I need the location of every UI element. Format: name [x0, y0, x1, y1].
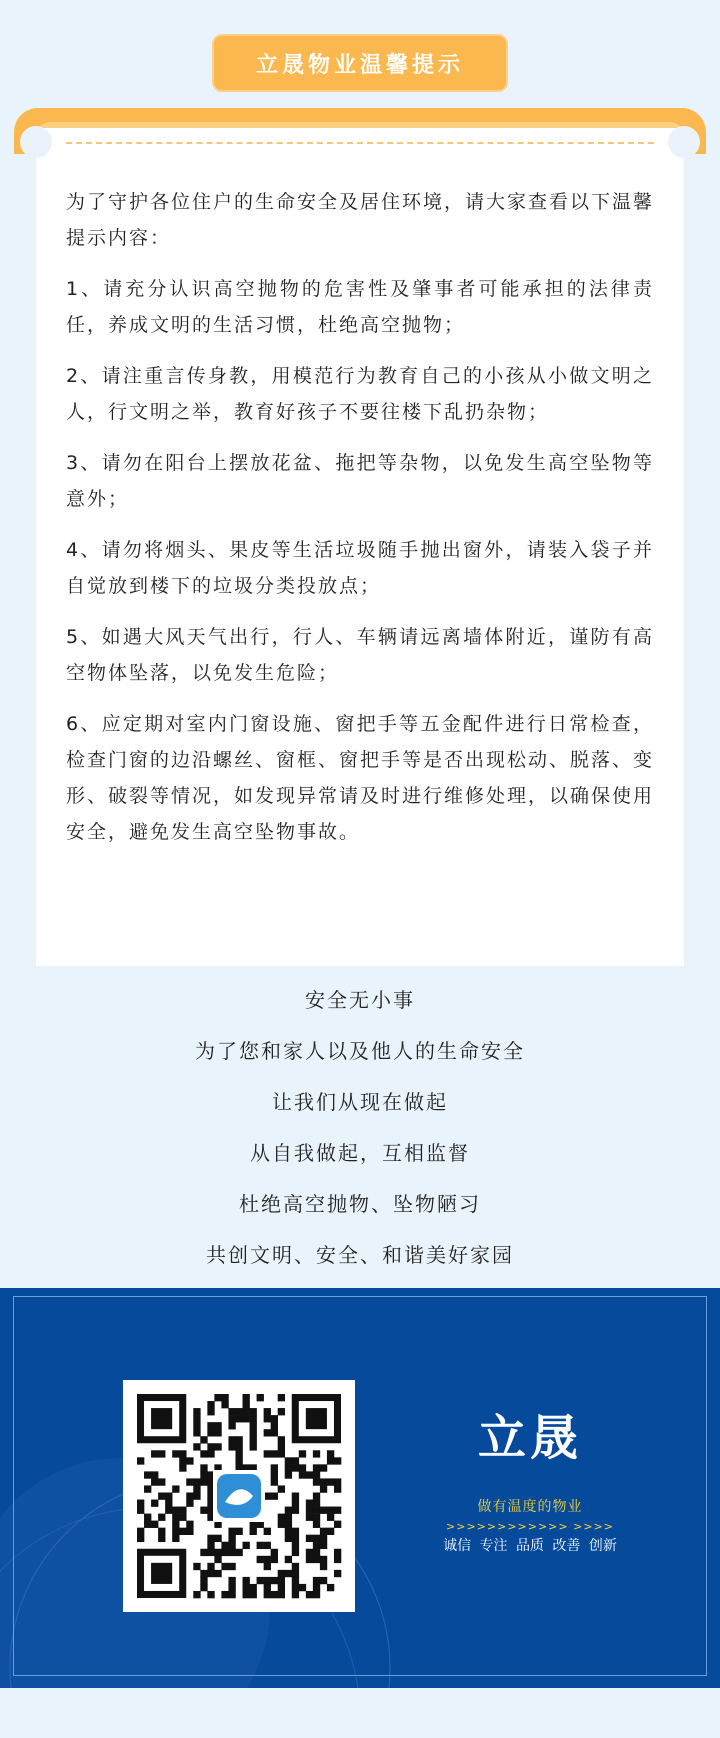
notice-item: 1、请充分认识高空抛物的危害性及肇事者可能承担的法律责任，养成文明的生活习惯，杜绝高空抛物；	[66, 278, 654, 336]
slogan-line: 为了您和家人以及他人的生命安全	[195, 1039, 525, 1063]
scroll-knob-right	[668, 126, 700, 158]
notice-item: 5、如遇大风天气出行，行人、车辆请远离墙体附近，谨防有高空物体坠落，以免发生危险；	[66, 626, 654, 684]
notice-card	[36, 128, 684, 966]
qr-code-graphic	[123, 1380, 355, 1612]
qr-code-icon[interactable]	[123, 1380, 355, 1612]
brand-name: 立晟	[477, 1410, 582, 1466]
brand-block	[440, 1406, 620, 1555]
slogan-line: 让我们从现在做起	[272, 1090, 448, 1114]
slogan-list	[0, 980, 720, 1286]
footer-banner	[0, 1288, 720, 1688]
brand-arrows: >>>>>>>>>>>> >>>>	[446, 1520, 614, 1533]
page-title-text: 立晟物业温馨提示	[255, 52, 464, 78]
slogan-line: 从自我做起，互相监督	[250, 1141, 470, 1165]
notice-item: 3、请勿在阳台上摆放花盆、拖把等杂物，以免发生高空坠物等意外；	[66, 452, 654, 510]
notice-item: 4、请勿将烟头、果皮等生活垃圾随手抛出窗外，请装入袋子并自觉放到楼下的垃圾分类投放点；	[66, 539, 654, 597]
slogan-line: 杜绝高空抛物、坠物陋习	[239, 1192, 481, 1216]
bottom-strip	[0, 1688, 720, 1738]
slogan-line: 共创文明、安全、和谐美好家园	[206, 1243, 514, 1267]
brand-tagline: 做有温度的物业	[477, 1499, 583, 1515]
notice-item: 2、请注重言传身教，用模范行为教育自己的小孩从小做文明之人，行文明之举，教育好孩子不要往楼下乱扔杂物；	[66, 365, 654, 423]
brand-values: 诚信 专注 品质 改善 创新	[443, 1538, 617, 1554]
scroll-knob-left	[20, 126, 52, 158]
page-title	[212, 34, 508, 92]
notice-body	[66, 184, 654, 865]
dashed-divider	[66, 142, 654, 144]
notice-intro: 为了守护各位住户的生命安全及居住环境，请大家查看以下温馨提示内容：	[66, 191, 655, 249]
slogan-line: 安全无小事	[305, 988, 415, 1012]
notice-item: 6、应定期对室内门窗设施、窗把手等五金配件进行日常检查，检查门窗的边沿螺丝、窗框、窗把手等是否出现松动、脱落、变形、破裂等情况，如发现异常请及时进行维修处理，以确保使用安全，避免发生高空坠物事故。	[66, 713, 655, 843]
